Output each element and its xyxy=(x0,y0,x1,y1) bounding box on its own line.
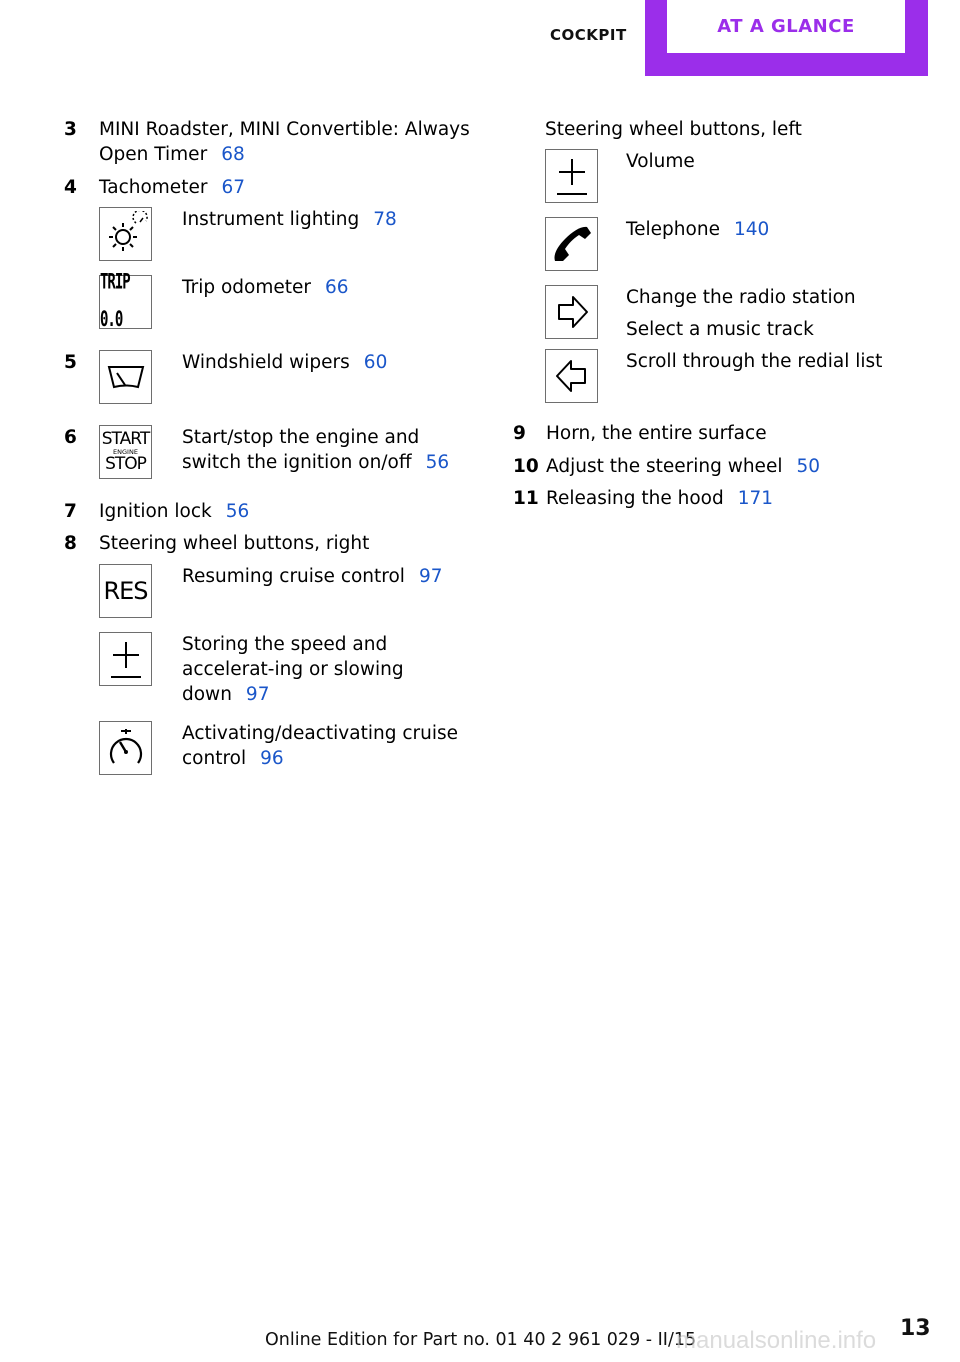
plus-minus-icon xyxy=(99,632,152,686)
list-item-7 xyxy=(64,499,474,524)
res-label: RES xyxy=(103,576,148,605)
section-heading: Steering wheel buttons, left xyxy=(545,119,802,140)
icon-row-instrument-lighting xyxy=(64,207,474,261)
page-ref-link[interactable]: 97 xyxy=(418,566,443,587)
icon-row-trip-odometer xyxy=(64,270,474,332)
item-text: Select a music track xyxy=(626,319,814,340)
arrow-right-icon xyxy=(545,285,598,339)
list-item-3 xyxy=(64,117,474,167)
icon-row-store-speed xyxy=(64,632,474,707)
page-ref-link[interactable]: 66 xyxy=(324,277,349,298)
item-number: 5 xyxy=(64,352,77,373)
trip-odometer-icon xyxy=(99,270,152,332)
item-number: 10 xyxy=(513,456,539,477)
item-text: Trip odometer xyxy=(182,277,311,298)
windshield-wiper-icon xyxy=(99,350,152,404)
stop-label: STOP xyxy=(105,454,146,475)
header-tab xyxy=(645,0,928,76)
page-ref-link[interactable]: 78 xyxy=(373,209,397,230)
header-section-label: COCKPIT xyxy=(550,26,627,44)
item-text: Releasing the hood xyxy=(546,488,724,509)
header-tab-label: AT A GLANCE xyxy=(667,0,905,53)
cruise-control-icon xyxy=(99,721,152,775)
icon-row-telephone xyxy=(513,217,933,271)
trip-odometer-label: TRIP 0.0 xyxy=(100,270,130,332)
item-number: 11 xyxy=(513,488,539,509)
right-column xyxy=(513,117,933,511)
list-item-9 xyxy=(513,421,933,446)
item-text: Tachometer xyxy=(99,177,208,198)
list-item-5 xyxy=(64,350,474,404)
page-ref-link[interactable]: 171 xyxy=(737,488,774,509)
footer-edition: Online Edition for Part no. 01 40 2 961 029 - II/15 xyxy=(265,1330,697,1350)
list-item-4 xyxy=(64,175,474,200)
start-stop-icon xyxy=(99,425,152,479)
item-text: Instrument lighting xyxy=(182,209,360,230)
list-item-11 xyxy=(513,486,933,511)
item-text: Scroll through the redial list xyxy=(626,351,883,372)
item-number: 3 xyxy=(64,119,77,140)
telephone-icon xyxy=(545,217,598,271)
list-item-10 xyxy=(513,454,933,479)
icon-row-volume xyxy=(513,149,933,203)
item-text: Activating/deactivating cruise control xyxy=(182,723,458,769)
item-text: Change the radio station xyxy=(626,287,856,308)
instrument-lighting-icon xyxy=(99,207,152,261)
item-text: Resuming cruise control xyxy=(182,566,405,587)
item-text: Steering wheel buttons, right xyxy=(99,533,370,554)
item-number: 9 xyxy=(513,423,526,444)
page-ref-link[interactable]: 56 xyxy=(425,452,450,473)
page-ref-link[interactable]: 56 xyxy=(225,501,250,522)
item-text: Adjust the steering wheel xyxy=(546,456,783,477)
res-icon xyxy=(99,564,152,618)
item-text: Start/stop the engine and switch the ignition on/off xyxy=(182,427,420,473)
page-ref-link[interactable]: 140 xyxy=(733,219,770,240)
icon-row-res xyxy=(64,564,474,618)
icon-row-cruise-toggle xyxy=(64,721,474,775)
page-ref-link[interactable]: 50 xyxy=(796,456,821,477)
page-ref-link[interactable]: 97 xyxy=(245,684,270,705)
item-number: 4 xyxy=(64,177,77,198)
list-item-6 xyxy=(64,425,474,479)
item-text: Horn, the entire surface xyxy=(546,423,767,444)
left-column xyxy=(64,117,474,775)
item-text: MINI Roadster, MINI Convertible: Always Open Timer xyxy=(99,119,470,165)
icon-row-prev xyxy=(513,349,933,403)
page-number: 13 xyxy=(900,1316,931,1341)
arrow-left-icon xyxy=(545,349,598,403)
watermark: manualsonline.info xyxy=(676,1327,877,1354)
engine-label: ENGINE xyxy=(113,447,138,456)
plus-minus-icon xyxy=(545,149,598,203)
item-text: Windshield wipers xyxy=(182,352,350,373)
icon-row-next xyxy=(513,285,933,342)
item-number: 8 xyxy=(64,533,77,554)
page-ref-link[interactable]: 68 xyxy=(221,144,245,165)
page-ref-link[interactable]: 60 xyxy=(363,352,388,373)
start-label: START xyxy=(101,428,150,449)
item-number: 7 xyxy=(64,501,77,522)
page-ref-link[interactable]: 67 xyxy=(221,177,245,198)
item-text: Ignition lock xyxy=(99,501,212,522)
page-ref-link[interactable]: 96 xyxy=(260,748,284,769)
item-text: Volume xyxy=(626,151,695,172)
item-text: Telephone xyxy=(626,219,720,240)
item-number: 6 xyxy=(64,427,77,448)
item-text: Storing the speed and accelerat‐ing or slowing down xyxy=(182,634,404,705)
list-item-8 xyxy=(64,531,474,556)
